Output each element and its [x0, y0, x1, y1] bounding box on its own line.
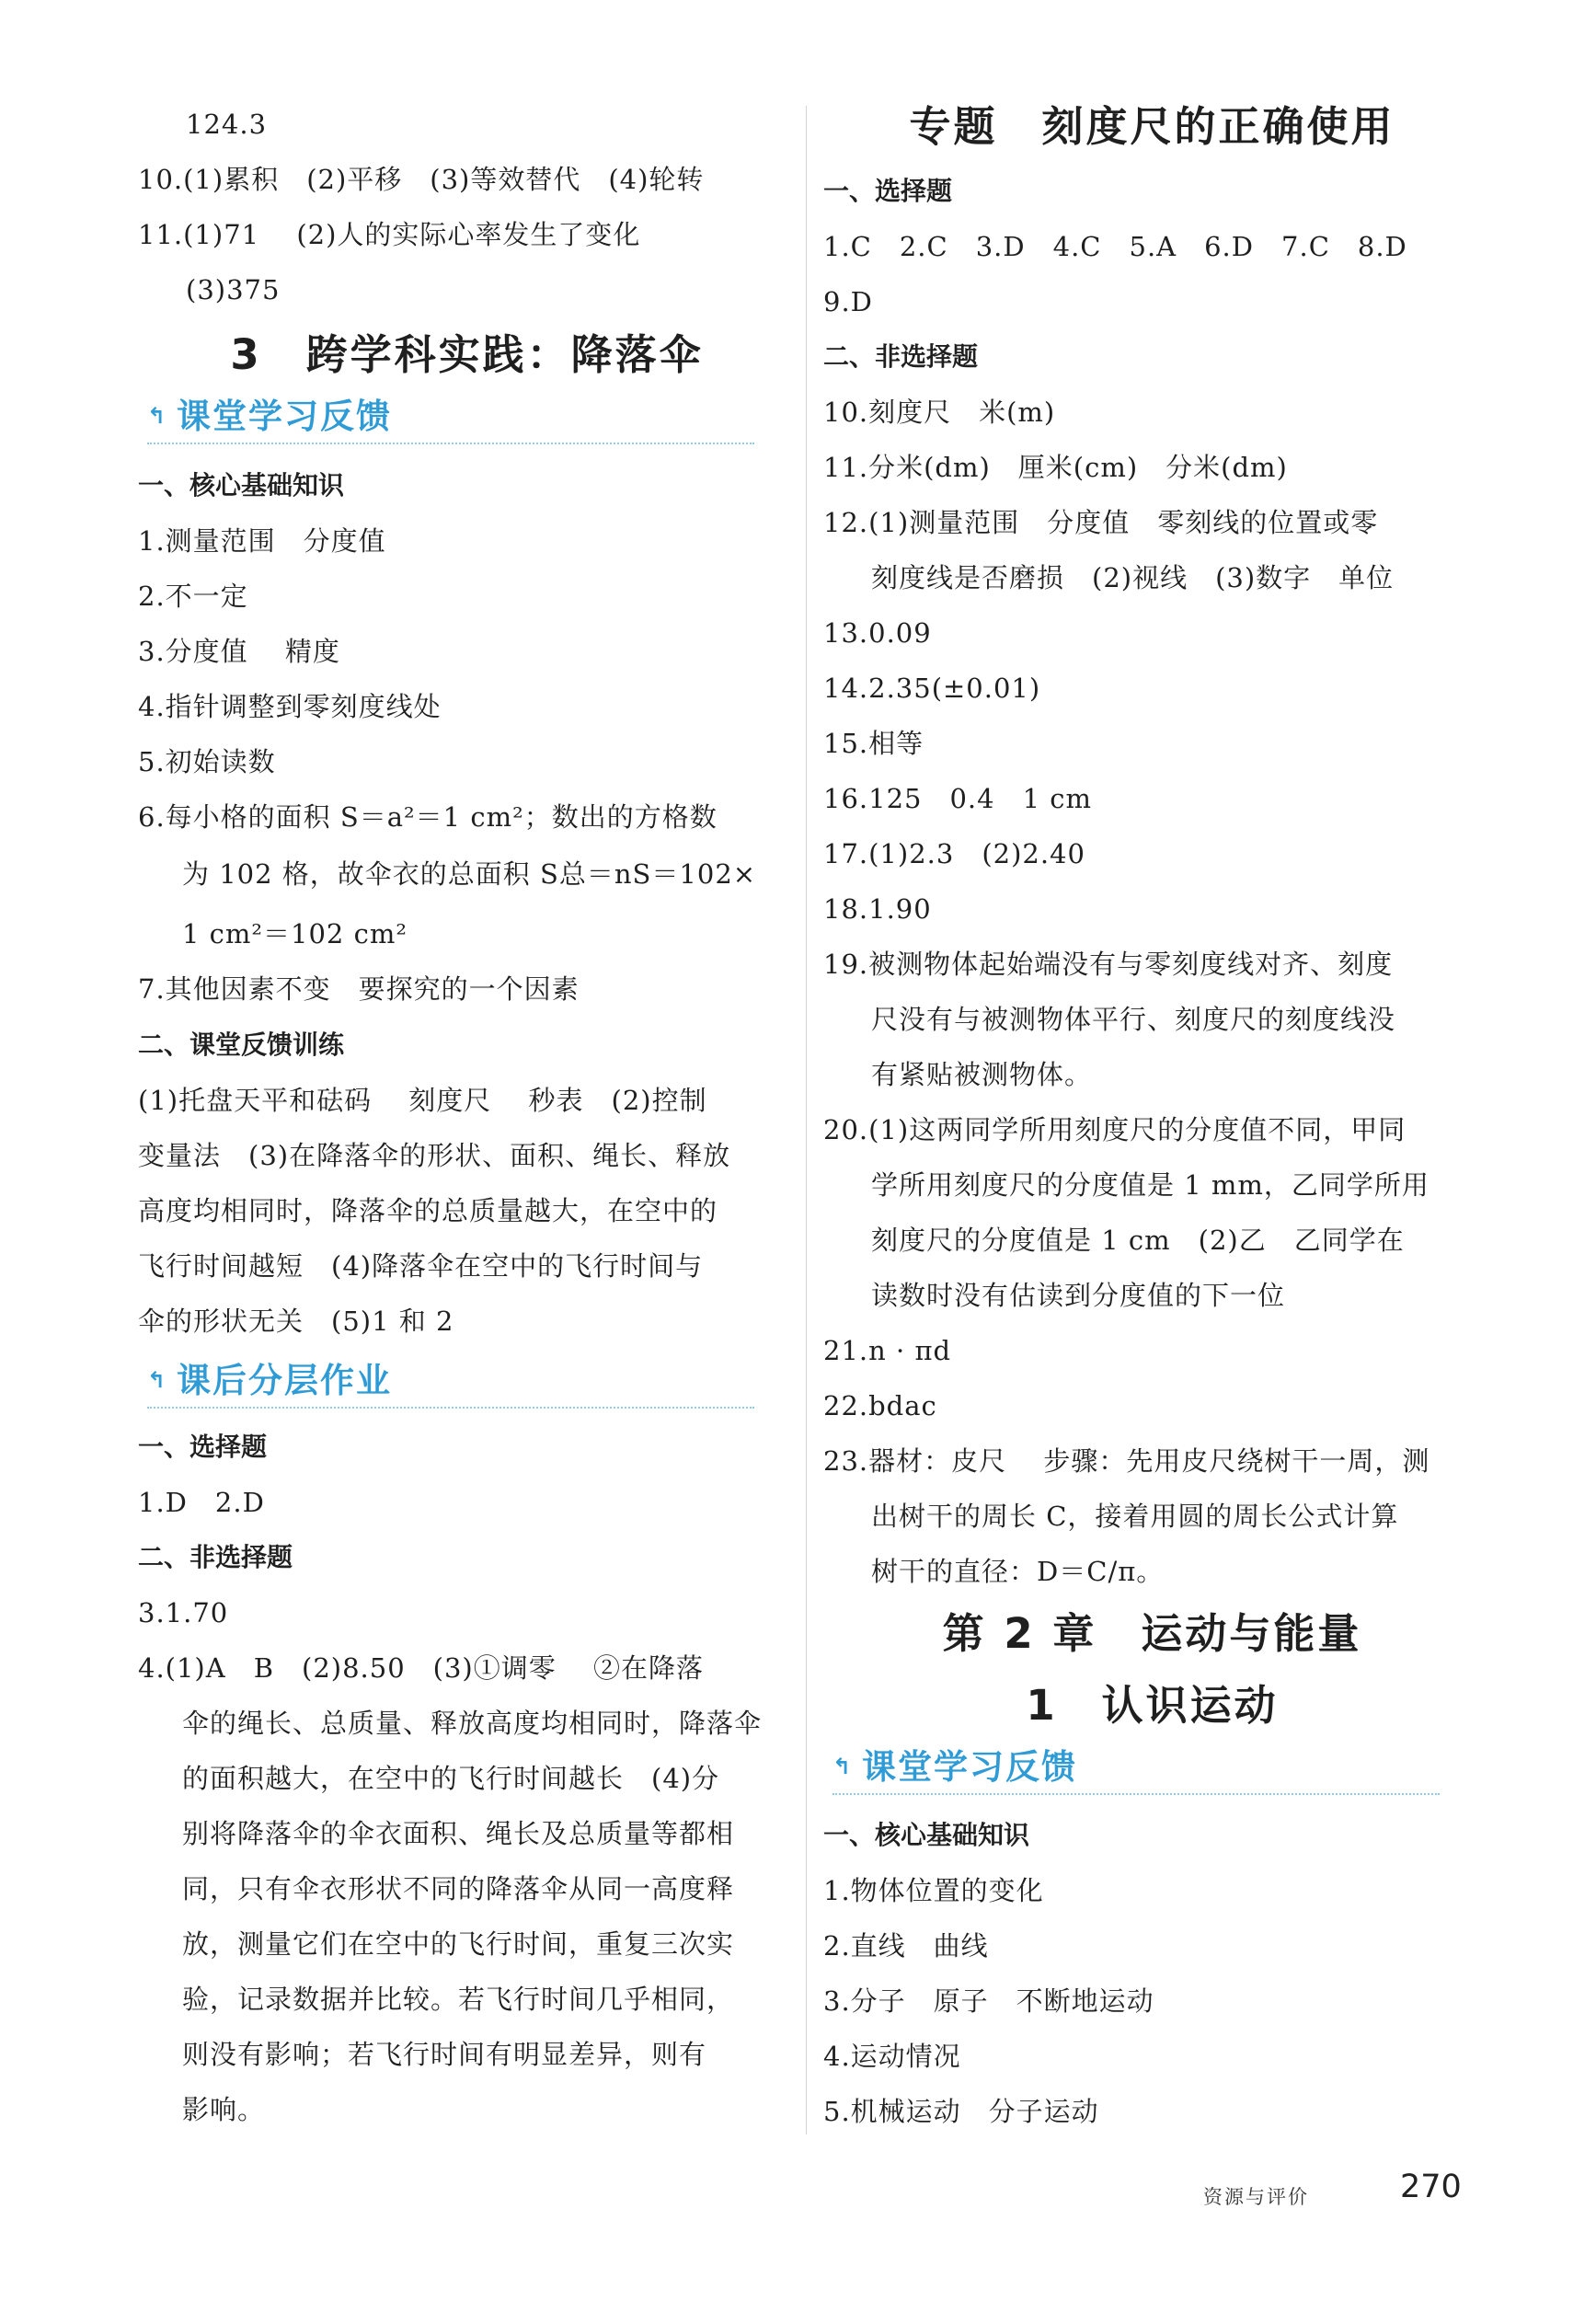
answer-20: 20.(1)这两同学所用刻度尺的分度值不同，甲同 — [823, 1114, 1407, 1145]
answer-choices: 9.D — [823, 286, 873, 317]
answer-k2: 2.直线 曲线 — [823, 1930, 989, 1962]
answer-18: 18.1.90 — [823, 893, 932, 925]
column-divider — [806, 106, 807, 2134]
answer-k5: 5.初始读数 — [138, 746, 276, 777]
footer-label: 资源与评价 — [1203, 2186, 1309, 2208]
answer-k1: 1.物体位置的变化 — [823, 1875, 1044, 1906]
lesson-title: 1 认识运动 — [1026, 1681, 1279, 1730]
answer-k2: 2.不一定 — [138, 581, 248, 612]
answer-19: 19.被测物体起始端没有与零刻度线对齐、刻度 — [823, 949, 1394, 980]
answer-k3: 3.分子 原子 不断地运动 — [823, 1985, 1154, 2017]
answer-feedback: 伞的形状无关 (5)1 和 2 — [138, 1306, 454, 1337]
answer-22: 22.bdac — [823, 1390, 937, 1421]
answer-k7: 7.其他因素不变 要探究的一个因素 — [138, 973, 580, 1005]
answer-k6-cont: 为 102 格，故伞衣的总面积 S总＝nS＝102× — [182, 858, 757, 890]
page-number: 270 — [1400, 2169, 1462, 2205]
answer-k5: 5.机械运动 分子运动 — [823, 2096, 1099, 2127]
banner-classroom-feedback — [832, 1746, 1440, 1794]
answer-n4-cont: 放，测量它们在空中的飞行时间，重复三次实 — [182, 1928, 735, 1960]
banner-title: 课堂学习反馈 — [177, 397, 392, 436]
subsection-heading: 一、核心基础知识 — [823, 1820, 1030, 1850]
banner-underline — [832, 1793, 1440, 1795]
banner-title: 课后分层作业 — [177, 1361, 392, 1400]
answer-13: 13.0.09 — [823, 617, 932, 649]
bookmark-icon: ↰ — [832, 1754, 852, 1779]
answer-choice: 1.D 2.D — [138, 1487, 265, 1518]
answer-19-cont: 尺没有与被测物体平行、刻度尺的刻度线没 — [871, 1004, 1396, 1035]
answer-23-cont: 出树干的周长 C，接着用圆的周长公式计算 — [871, 1501, 1399, 1532]
answer-n4-cont: 则没有影响；若飞行时间有明显差异，则有 — [182, 2039, 707, 2070]
answer-k1: 1.测量范围 分度值 — [138, 525, 386, 557]
answer-n4-cont: 别将降落伞的伞衣面积、绳长及总质量等都相 — [182, 1818, 735, 1849]
bookmark-icon: ↰ — [147, 1367, 166, 1393]
answer-n3: 3.1.70 — [138, 1597, 229, 1628]
answer-feedback: (1)托盘天平和砝码 刻度尺 秒表 (2)控制 — [138, 1085, 707, 1116]
answer-12-cont: 刻度线是否磨损 (2)视线 (3)数字 单位 — [871, 562, 1395, 593]
answer-feedback: 变量法 (3)在降落伞的形状、面积、绳长、释放 — [138, 1140, 731, 1171]
answer-n4-cont: 的面积越大，在空中的飞行时间越长 (4)分 — [182, 1763, 720, 1794]
answer-16: 16.125 0.4 1 cm — [823, 783, 1093, 814]
subsection-heading: 二、非选择题 — [138, 1542, 293, 1572]
subsection-heading: 二、非选择题 — [823, 341, 979, 372]
banner-underline — [147, 1407, 754, 1409]
answer-20-cont: 学所用刻度尺的分度值是 1 mm，乙同学所用 — [871, 1169, 1430, 1201]
answer-n4-cont: 验，记录数据并比较。若飞行时间几乎相同， — [182, 1984, 735, 2015]
answer-23-cont: 树干的直径：D＝C/π。 — [871, 1556, 1165, 1587]
answer-line: 124.3 — [186, 109, 268, 140]
banner-classroom-feedback — [147, 396, 754, 443]
answer-10: 10.(1)累积 (2)平移 (3)等效替代 (4)轮转 — [138, 164, 705, 195]
answer-k4: 4.运动情况 — [823, 2041, 961, 2072]
section-title: 专题 刻度尺的正确使用 — [909, 102, 1395, 151]
answer-23: 23.器材：皮尺 步骤：先用皮尺绕树干一周，测 — [823, 1445, 1430, 1477]
answer-11-cont: (3)375 — [186, 274, 281, 305]
answer-choices: 1.C 2.C 3.D 4.C 5.A 6.D 7.C 8.D — [823, 231, 1407, 262]
banner-homework — [147, 1360, 754, 1408]
bookmark-icon: ↰ — [147, 403, 166, 429]
section-title: 3 跨学科实践：降落伞 — [230, 330, 704, 379]
answer-20-cont: 刻度尺的分度值是 1 cm (2)乙 乙同学在 — [871, 1225, 1405, 1256]
answer-11: 11.分米(dm) 厘米(cm) 分米(dm) — [823, 452, 1288, 483]
answer-15: 15.相等 — [823, 728, 924, 759]
answer-21: 21.n · πd — [823, 1335, 952, 1366]
answer-k3: 3.分度值 精度 — [138, 636, 340, 667]
answer-n4-cont: 影响。 — [182, 2094, 266, 2125]
subsection-heading: 一、选择题 — [138, 1432, 268, 1462]
answer-20-cont: 读数时没有估读到分度值的下一位 — [871, 1280, 1286, 1311]
chapter-title: 第 2 章 运动与能量 — [942, 1609, 1362, 1658]
answer-n4-cont: 伞的绳长、总质量、释放高度均相同时，降落伞 — [182, 1708, 763, 1739]
answer-k4: 4.指针调整到零刻度线处 — [138, 691, 442, 722]
answer-17: 17.(1)2.3 (2)2.40 — [823, 838, 1085, 869]
subsection-heading: 一、选择题 — [823, 176, 953, 206]
answer-n4-cont: 同，只有伞衣形状不同的降落伞从同一高度释 — [182, 1873, 735, 1904]
answer-19-cont: 有紧贴被测物体。 — [871, 1059, 1093, 1090]
answer-k6: 6.每小格的面积 S＝a²＝1 cm²；数出的方格数 — [138, 801, 718, 833]
answer-14: 14.2.35(±0.01) — [823, 673, 1041, 704]
answer-feedback: 飞行时间越短 (4)降落伞在空中的飞行时间与 — [138, 1250, 704, 1282]
subsection-heading: 一、核心基础知识 — [138, 470, 345, 500]
answer-12: 12.(1)测量范围 分度值 零刻线的位置或零 — [823, 507, 1379, 538]
banner-title: 课堂学习反馈 — [862, 1747, 1077, 1787]
subsection-heading: 二、课堂反馈训练 — [138, 1030, 345, 1060]
answer-n4: 4.(1)A B (2)8.50 (3)①调零 ②在降落 — [138, 1652, 704, 1684]
answer-feedback: 高度均相同时，降落伞的总质量越大，在空中的 — [138, 1195, 718, 1226]
banner-underline — [147, 443, 754, 444]
answer-11: 11.(1)71 (2)人的实际心率发生了变化 — [138, 219, 641, 250]
answer-k6-cont: 1 cm²＝102 cm² — [182, 918, 408, 949]
answer-10: 10.刻度尺 米(m) — [823, 397, 1056, 428]
